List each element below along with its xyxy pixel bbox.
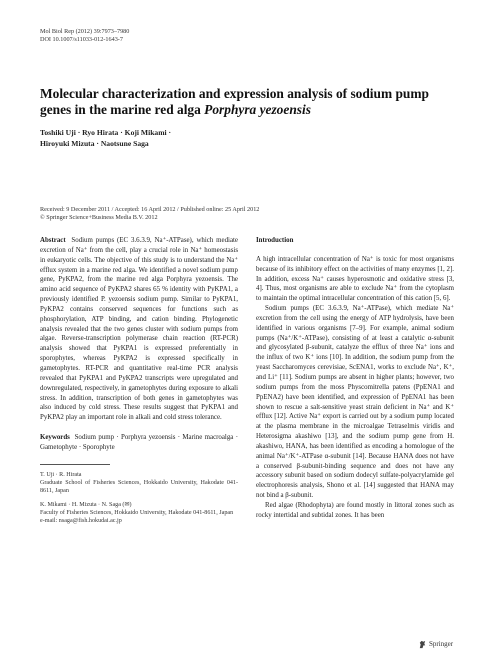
- introduction-paragraph-3: Red algae (Rhodophyta) are found mostly in littoral zones such as rocky intertidal and subtidal zones. It has been: [256, 501, 454, 519]
- springer-horse-icon: [418, 640, 427, 649]
- article-title: [40, 86, 460, 117]
- left-column: [40, 236, 238, 525]
- title-species: Porphyra yezoensis: [204, 101, 311, 117]
- introduction-heading: Introduction: [256, 237, 294, 244]
- keywords-paragraph: [40, 433, 238, 453]
- keywords-text: Sodium pump · Porphyra yezoensis · Marine macroalga · Gametophyte · Sporophyte: [40, 434, 238, 451]
- right-column: [256, 236, 454, 521]
- authors-line-2: Hiroyuki Mizuta · Naotsune Saga: [40, 139, 149, 148]
- springer-footer: [418, 640, 453, 649]
- introduction-paragraph-2: Sodium pumps (EC 3.6.3.9, Na⁺-ATPase), which mediate Na⁺ excretion from the cell using the energy of ATP hydrolysis, have been identified in various organisms [7–9]. For example, animal sodium pumps (Na⁺/K⁺-ATPase), consisting of at least a catalytic α-subunit and glycosylated β-subunit, catalyze the efflux of three Na⁺ ions and the influx of two K⁺ ions [10]. In addition, the sodium pump from the yeast Saccharomyces cerevisiae, ScENA1, works to exclude Na⁺, K⁺, and Li⁺ [11]. Sodium pumps are absent in higher plants; however, two sodium pumps from the moss Physcomitrella patens (PpENA1 and PpENA2) have been identified, and expression of PpENA1 has been shown to rescue a salt-sensitive yeast strain deficient in Na⁺ and K⁺ efflux [12]. Active Na⁺ export is carried out by a sodium pump located at the plasma membrane in the microalgae Tetraselmis viridis and Heterosigma akashiwo [13], and the sodium pump gene from H. akashiwo, HANA, has been identified as encoding a homologue of the animal Na⁺/K⁺-ATPase α-subunit [14]. Because HANA does not have a conserved β-subunit-binding sequence and does not have any accessory subunit based on sodium dodecyl sulfate-polyacrylamide gel electrophoresis analysis, Shono et al. [14] suggested that HANA may not bind a β-subunit.: [256, 305, 454, 500]
- keywords-heading: Keywords: [40, 434, 70, 442]
- authors-line-1: Toshiki Uji · Ryo Hirata · Koji Mikami ·: [40, 128, 172, 137]
- introduction-paragraph-1: A high intracellular concentration of Na⁺ is toxic for most organisms because of its inhibitory effect on the activities of many enzymes [1, 2]. In addition, excess Na⁺ causes hyperosmotic and oxidative stress [3, 4]. Thus, most organisms are able to exclude Na⁺ from the cytoplasm to maintain the optimal intracellular concentration of this cation [5, 6].: [256, 255, 454, 303]
- author-list: [40, 127, 340, 149]
- abstract-paragraph: [40, 236, 238, 423]
- doi-line: DOI 10.1007/s11033-012-1643-7: [40, 36, 123, 43]
- title-main: Molecular characterization and expression analysis of sodium pump genes in the marine red alga: [40, 86, 429, 117]
- affiliation-first: T. Uji · R. Hirata Graduate School of Fisheries Sciences, Hokkaido University, Hakodate 041-8611, Japan: [40, 471, 238, 494]
- copyright-line: © Springer Science+Business Media B.V. 2012: [40, 214, 158, 222]
- journal-citation: Mol Biol Rep (2012) 39:7973–7980: [40, 28, 130, 35]
- footnote-rule: [40, 464, 110, 465]
- journal-header: [40, 28, 129, 44]
- abstract-heading: Abstract: [40, 237, 66, 244]
- publisher-name: Springer: [429, 640, 454, 648]
- affiliation-second: K. Mikami · H. Mizuta · N. Saga (✉) Faculty of Fisheries Sciences, Hokkaido University, Hakodate 041-8611, Japan e-mail: nsaga@fish.hokudai.ac.jp: [40, 502, 234, 525]
- publication-dates: [40, 206, 460, 223]
- date-history: Received: 9 December 2011 / Accepted: 16 April 2012 / Published online: 25 April 2012: [40, 206, 260, 213]
- abstract-text: Sodium pumps (EC 3.6.3.9, Na⁺-ATPase), which mediate excretion of Na⁺ from the cell, play a crucial role in Na⁺ homeostasis in eukaryotic cells. The objective of this study is to understand the Na⁺ efflux system in a marine red alga. We identified a novel sodium pump gene, PyKPA2, from the marine red alga Porphyra yezoensis. The amino acid sequence of PyKPA2 shares 65 % identity with PyKPA1, a previously identified P. yezoensis sodium pump. Similar to PyKPA1, PyKPA2 contains conserved sequences for functions such as phosphorylation, ATP binding, and cation binding. Phylogenetic analysis revealed that the two genes cluster with sodium pumps from algae. Reverse-transcription polymerase chain reaction (RT-PCR) analysis showed that PyKPA1 is expressed preferentially in sporophytes, whereas PyKPA2 is expressed specifically in gametophytes. RT-PCR and quantitative real-time PCR analysis revealed that PyKPA1 and PyKPA2 transcripts were upregulated and downregulated, respectively, in gametophytes during exposure to alkali stress. In addition, transcription of both genes in gametophytes was also induced by cold stress. These results suggest that PyKPA1 and PyKPA2 play an important role in alkali and cold stress tolerance.: [40, 237, 238, 422]
